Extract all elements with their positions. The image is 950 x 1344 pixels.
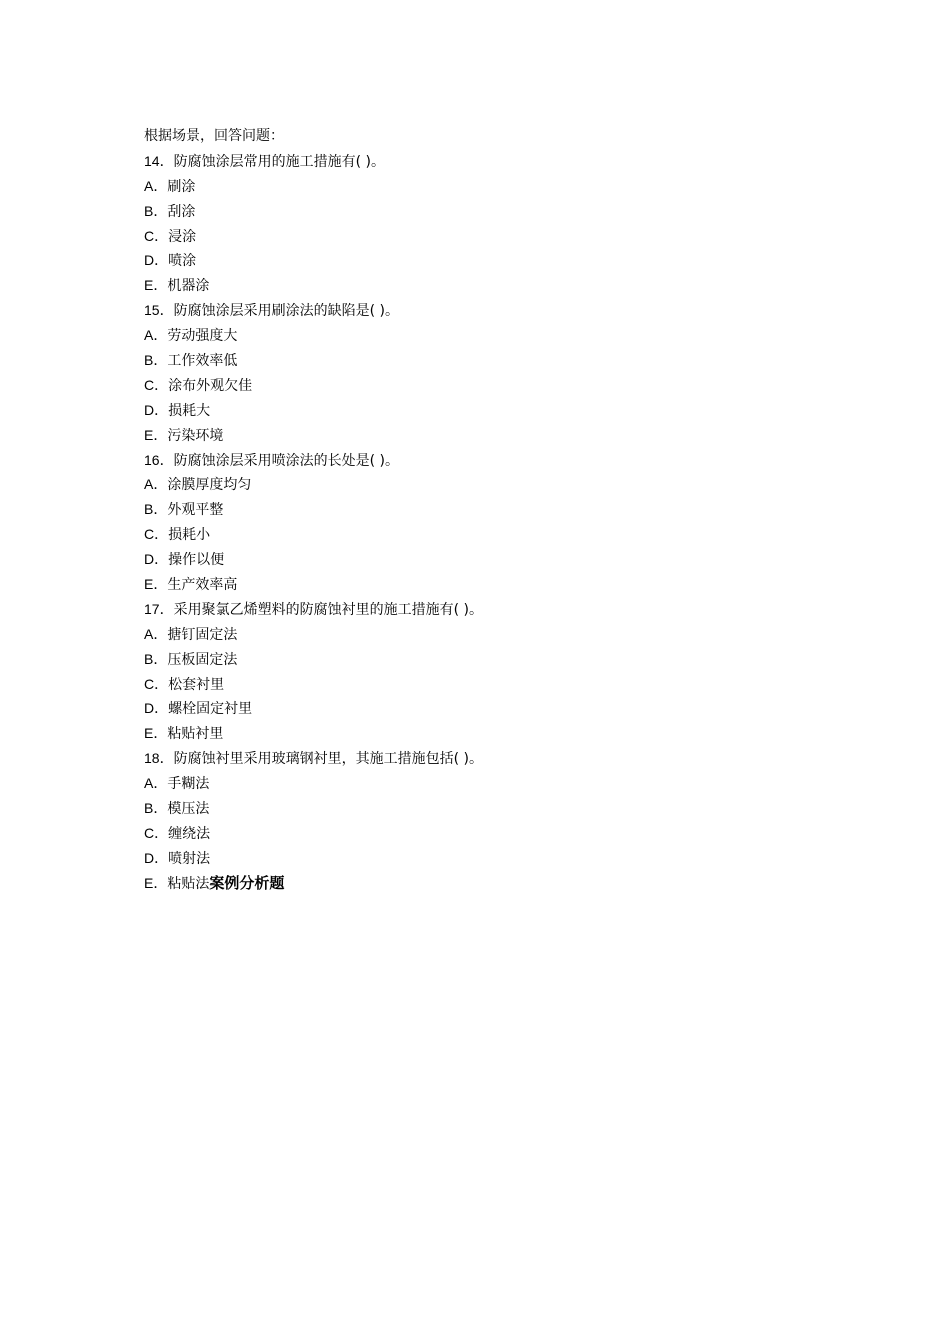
option-18-c — [144, 821, 844, 846]
option-16-e — [144, 572, 844, 597]
option-text: 缠绕法 — [168, 825, 211, 842]
option-letter: A． — [144, 327, 168, 344]
option-letter: B． — [144, 352, 168, 369]
option-text: 损耗小 — [168, 527, 211, 544]
question-text: 防腐蚀涂层常用的施工措施有( )。 — [173, 153, 385, 170]
option-16-a — [144, 472, 844, 497]
option-letter: E． — [144, 725, 168, 742]
question-text: 防腐蚀涂层采用刷涂法的缺陷是( )。 — [173, 303, 399, 320]
option-letter: A． — [144, 177, 168, 194]
option-letter: D． — [144, 551, 169, 568]
option-text: 生产效率高 — [167, 577, 238, 594]
option-letter: C． — [144, 227, 169, 244]
option-text: 压板固定法 — [167, 651, 238, 668]
option-text: 外观平整 — [167, 502, 224, 519]
option-text: 刷涂 — [167, 178, 196, 195]
question-18 — [144, 746, 844, 771]
option-letter: A． — [144, 775, 168, 792]
question-15 — [144, 298, 844, 323]
option-letter: C． — [144, 526, 169, 543]
option-text: 损耗大 — [168, 402, 211, 419]
option-letter: D． — [144, 849, 169, 866]
option-14-e — [144, 273, 844, 298]
option-15-e — [144, 423, 844, 448]
option-text: 污染环境 — [167, 427, 224, 444]
option-letter: D． — [144, 700, 169, 717]
option-letter: A． — [144, 476, 168, 493]
option-15-c — [144, 373, 844, 398]
option-letter: C． — [144, 376, 169, 393]
option-text: 浸涂 — [168, 228, 197, 245]
option-letter: D． — [144, 401, 169, 418]
option-text: 涂膜厚度均匀 — [167, 477, 252, 494]
option-text: 模压法 — [167, 801, 210, 818]
option-17-c — [144, 672, 844, 697]
question-14 — [144, 149, 844, 174]
option-letter: B． — [144, 202, 168, 219]
option-text: 螺栓固定衬里 — [168, 701, 253, 718]
intro-text: 根据场景，回答问题： — [144, 128, 284, 144]
question-content — [144, 124, 844, 896]
option-17-a — [144, 622, 844, 647]
option-text: 松套衬里 — [168, 676, 225, 693]
option-15-b — [144, 348, 844, 373]
option-text: 刮涂 — [167, 203, 196, 220]
option-text: 手糊法 — [167, 776, 210, 793]
question-number: 14． — [144, 152, 174, 169]
option-18-a — [144, 771, 844, 796]
option-text: 涂布外观欠佳 — [168, 377, 253, 394]
question-number: 15． — [144, 302, 174, 319]
option-letter: D． — [144, 252, 169, 269]
option-letter: B． — [144, 650, 168, 667]
option-14-c — [144, 224, 844, 249]
question-text: 防腐蚀衬里采用玻璃钢衬里，其施工措施包括( )。 — [173, 751, 483, 768]
option-18-d — [144, 846, 844, 871]
option-14-b — [144, 199, 844, 224]
question-text: 防腐蚀涂层采用喷涂法的长处是( )。 — [173, 452, 399, 469]
option-text: 粘贴衬里 — [167, 726, 224, 743]
question-17 — [144, 597, 844, 622]
option-text: 搪钉固定法 — [167, 626, 238, 643]
question-number: 17． — [144, 600, 174, 617]
option-text: 喷涂 — [168, 253, 197, 270]
option-text: 工作效率低 — [167, 353, 238, 370]
question-number: 16． — [144, 451, 174, 468]
option-16-c — [144, 522, 844, 547]
section-title: 案例分析题 — [209, 873, 285, 892]
option-17-d — [144, 696, 844, 721]
option-letter: B． — [144, 501, 168, 518]
question-number: 18． — [144, 750, 174, 767]
option-letter: A． — [144, 625, 168, 642]
question-16 — [144, 448, 844, 473]
option-text: 粘贴法 — [167, 875, 210, 892]
option-14-a — [144, 174, 844, 199]
question-text: 采用聚氯乙烯塑料的防腐蚀衬里的施工措施有( )。 — [173, 601, 483, 618]
option-text: 操作以便 — [168, 552, 225, 569]
option-letter: E． — [144, 277, 168, 294]
option-text: 喷射法 — [168, 850, 211, 867]
option-letter: B． — [144, 800, 168, 817]
option-14-d — [144, 248, 844, 273]
option-letter: E． — [144, 576, 168, 593]
option-letter: E． — [144, 874, 168, 891]
option-18-b — [144, 796, 844, 821]
option-15-a — [144, 323, 844, 348]
option-16-d — [144, 547, 844, 572]
option-15-d — [144, 398, 844, 423]
option-letter: E． — [144, 426, 168, 443]
option-text: 机器涂 — [167, 278, 210, 295]
option-letter: C． — [144, 675, 169, 692]
option-text: 劳动强度大 — [167, 328, 238, 345]
option-letter: C． — [144, 824, 169, 841]
option-17-b — [144, 647, 844, 672]
option-18-e — [144, 871, 844, 896]
option-17-e — [144, 721, 844, 746]
option-16-b — [144, 497, 844, 522]
